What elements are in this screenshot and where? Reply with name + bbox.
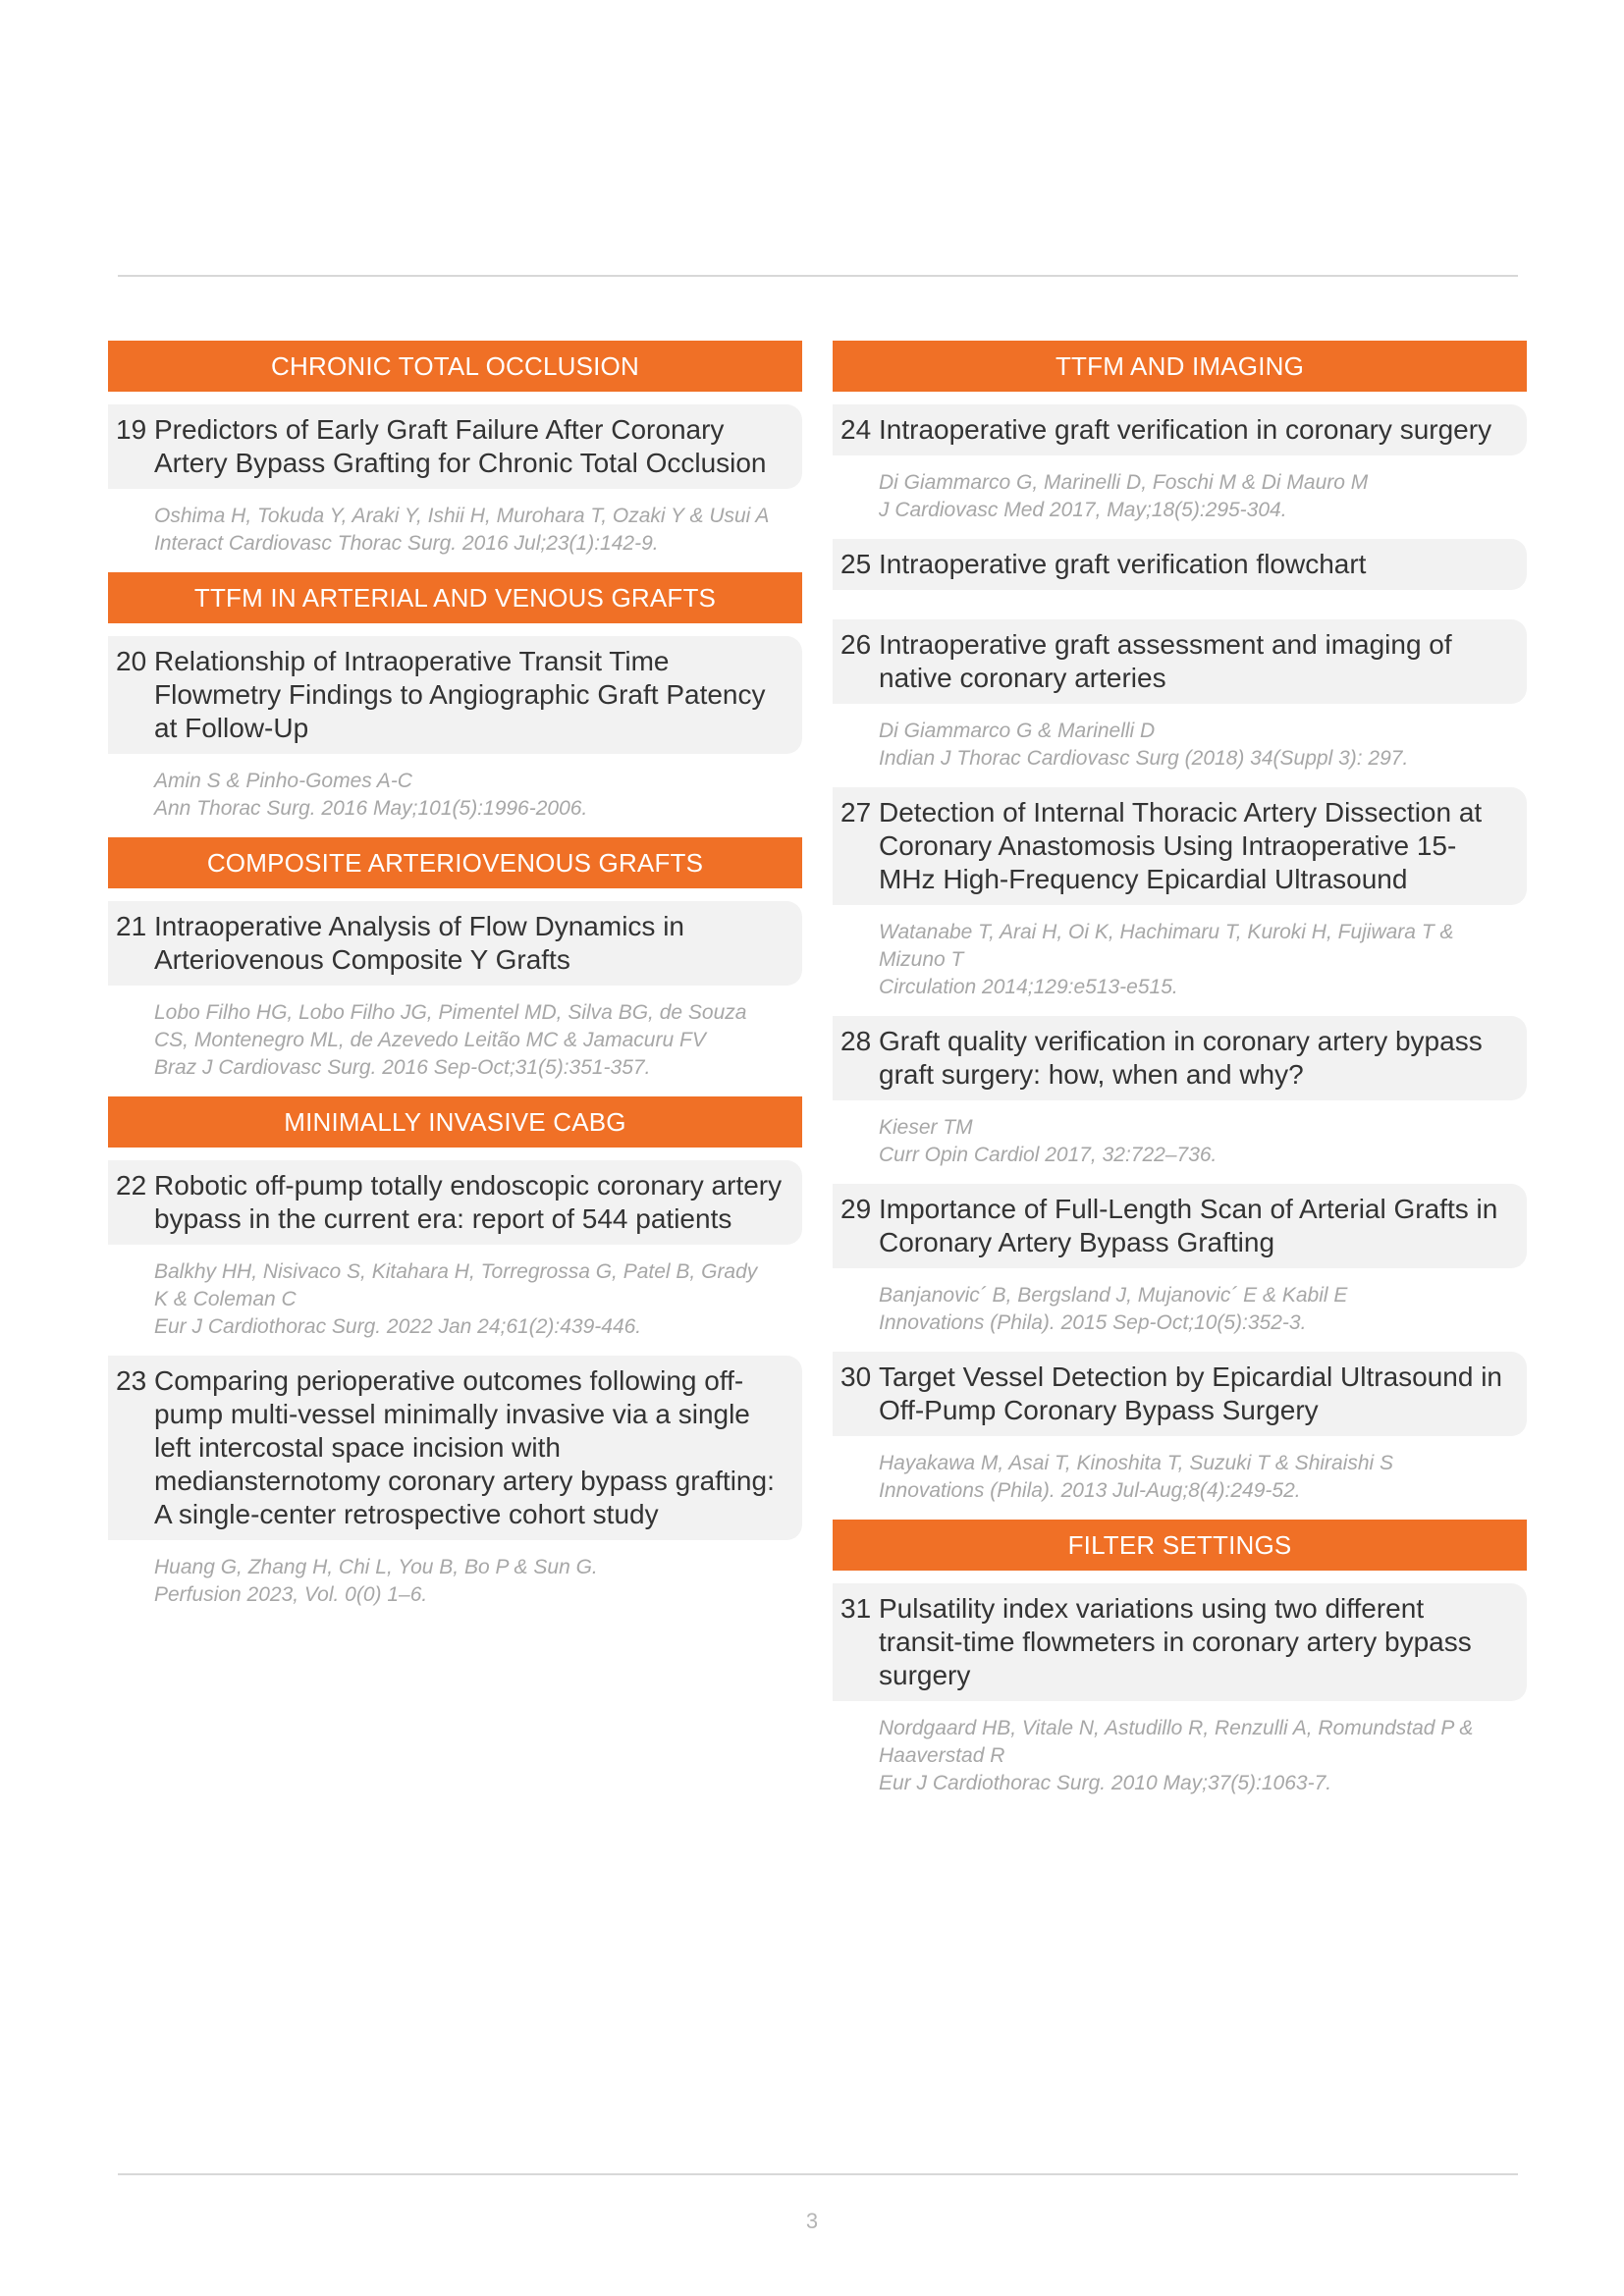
reference-number: 25 — [840, 549, 872, 579]
reference-authors: Huang G, Zhang H, Chi L, You B, Bo P & Sun G. — [154, 1556, 598, 1578]
reference-citation — [833, 704, 1527, 773]
reference-title-card — [833, 619, 1527, 704]
reference-title-card — [108, 901, 802, 986]
reference-journal: Curr Opin Cardiol 2017, 32:722–736. — [879, 1144, 1218, 1166]
reference-citation — [108, 1540, 802, 1609]
reference-item-20 — [108, 636, 802, 823]
reference-citation — [833, 1701, 1527, 1797]
reference-citation — [833, 1268, 1527, 1337]
reference-title: Predictors of Early Graft Failure After Coronary Artery Bypass Grafting for Chronic Total Occlusion — [154, 414, 767, 478]
reference-item-19 — [108, 404, 802, 558]
reference-authors: Di Giammarco G, Marinelli D, Foschi M & Di Mauro M — [879, 471, 1369, 494]
reference-title-card — [833, 1016, 1527, 1100]
reference-citation — [108, 489, 802, 558]
reference-number: 22 — [116, 1170, 147, 1201]
reference-authors: Oshima H, Tokuda Y, Araki Y, Ishii H, Murohara T, Ozaki Y & Usui A — [154, 505, 770, 527]
reference-journal: Braz J Cardiovasc Surg. 2016 Sep-Oct;31(5):351-357. — [154, 1056, 651, 1079]
reference-item-30 — [833, 1352, 1527, 1505]
reference-item-22 — [108, 1160, 802, 1341]
section-header-chronic-total-occlusion: CHRONIC TOTAL OCCLUSION — [108, 341, 802, 392]
reference-number: 26 — [840, 629, 872, 660]
reference-item-31 — [833, 1583, 1527, 1797]
reference-authors: Watanabe T, Arai H, Oi K, Hachimaru T, Kuroki H, Fujiwara T & Mizuno T — [879, 921, 1454, 971]
reference-title-card — [833, 1184, 1527, 1268]
reference-title-card — [833, 404, 1527, 455]
reference-item-29 — [833, 1184, 1527, 1337]
reference-journal: J Cardiovasc Med 2017, May;18(5):295-304. — [879, 499, 1287, 521]
reference-title-card — [108, 404, 802, 489]
reference-journal: Circulation 2014;129:e513-e515. — [879, 976, 1178, 998]
reference-title: Graft quality verification in coronary artery bypass graft surgery: how, when and why? — [879, 1026, 1483, 1090]
reference-authors: Amin S & Pinho-Gomes A-C — [154, 770, 412, 792]
reference-authors: Banjanovic´ B, Bergsland J, Mujanovic´ E & Kabil E — [879, 1284, 1348, 1307]
reference-citation — [108, 754, 802, 823]
reference-title: Target Vessel Detection by Epicardial Ultrasound in Off-Pump Coronary Bypass Surgery — [879, 1362, 1503, 1425]
reference-item-28 — [833, 1016, 1527, 1169]
reference-title: Robotic off-pump totally endoscopic coronary artery bypass in the current era: report of 544 patients — [154, 1170, 783, 1234]
reference-citation — [108, 1245, 802, 1341]
reference-item-23 — [108, 1356, 802, 1609]
reference-journal: Perfusion 2023, Vol. 0(0) 1–6. — [154, 1583, 428, 1606]
reference-title: Relationship of Intraoperative Transit Time Flowmetry Findings to Angiographic Graft Patency at Follow-Up — [154, 646, 766, 743]
reference-number: 19 — [116, 414, 147, 445]
reference-title-card — [833, 787, 1527, 905]
reference-number: 24 — [840, 414, 872, 445]
reference-citation — [833, 905, 1527, 1001]
section-header-ttfm-and-imaging: TTFM AND IMAGING — [833, 341, 1527, 392]
section-header-ttfm-arterial-venous: TTFM IN ARTERIAL AND VENOUS GRAFTS — [108, 572, 802, 623]
right-column — [833, 341, 1527, 1812]
section-header-minimally-invasive-cabg: MINIMALLY INVASIVE CABG — [108, 1096, 802, 1148]
reference-number: 31 — [840, 1593, 872, 1624]
reference-title: Comparing perioperative outcomes following off-pump multi-vessel minimally invasive via a single left intercostal space incision with mediansternotomy coronary artery bypass grafting: A single-center retrospective cohort study — [154, 1365, 775, 1529]
reference-authors: Di Giammarco G & Marinelli D — [879, 720, 1156, 742]
reference-journal: Innovations (Phila). 2013 Jul-Aug;8(4):249-52. — [879, 1479, 1301, 1502]
reference-authors: Hayakawa M, Asai T, Kinoshita T, Suzuki T & Shiraishi S — [879, 1452, 1394, 1474]
reference-journal: Innovations (Phila). 2015 Sep-Oct;10(5):352-3. — [879, 1311, 1307, 1334]
section-header-composite-arteriovenous: COMPOSITE ARTERIOVENOUS GRAFTS — [108, 837, 802, 888]
reference-title-card — [108, 636, 802, 754]
reference-title: Intraoperative graft verification flowchart — [879, 549, 1367, 579]
reference-title: Intraoperative graft verification in coronary surgery — [879, 414, 1492, 445]
reference-item-27 — [833, 787, 1527, 1001]
reference-citation — [833, 455, 1527, 524]
reference-title: Importance of Full-Length Scan of Arterial Grafts in Coronary Artery Bypass Grafting — [879, 1194, 1498, 1257]
reference-citation — [833, 1100, 1527, 1169]
reference-item-25 — [833, 539, 1527, 590]
reference-citation — [833, 1436, 1527, 1505]
reference-number: 23 — [116, 1365, 147, 1396]
reference-item-21 — [108, 901, 802, 1082]
reference-title-card — [833, 1583, 1527, 1701]
reference-number: 30 — [840, 1362, 872, 1392]
reference-item-26 — [833, 619, 1527, 773]
reference-number: 20 — [116, 646, 147, 676]
reference-journal: Ann Thorac Surg. 2016 May;101(5):1996-2006. — [154, 797, 588, 820]
page-number: 3 — [805, 2209, 819, 2233]
top-rule — [118, 275, 1518, 277]
section-header-filter-settings: FILTER SETTINGS — [833, 1520, 1527, 1571]
reference-journal: Indian J Thorac Cardiovasc Surg (2018) 34(Suppl 3): 297. — [879, 747, 1409, 770]
reference-authors: Lobo Filho HG, Lobo Filho JG, Pimentel MD, Silva BG, de Souza CS, Montenegro ML, de Azevedo Leitão MC & Jamacuru FV — [154, 1001, 747, 1051]
reference-item-24 — [833, 404, 1527, 524]
reference-title-card — [833, 1352, 1527, 1436]
reference-journal: Interact Cardiovasc Thorac Surg. 2016 Jul;23(1):142-9. — [154, 532, 659, 555]
bottom-rule — [118, 2173, 1518, 2175]
reference-authors: Nordgaard HB, Vitale N, Astudillo R, Renzulli A, Romundstad P & Haaverstad R — [879, 1717, 1474, 1767]
reference-number: 27 — [840, 797, 872, 828]
reference-title-card — [108, 1356, 802, 1540]
reference-authors: Balkhy HH, Nisivaco S, Kitahara H, Torregrossa G, Patel B, Grady K & Coleman C — [154, 1260, 758, 1310]
reference-title-card — [108, 1160, 802, 1245]
reference-journal: Eur J Cardiothorac Surg. 2022 Jan 24;61(2):439-446. — [154, 1315, 642, 1338]
reference-title-card — [833, 539, 1527, 590]
reference-citation — [108, 986, 802, 1082]
reference-number: 28 — [840, 1026, 872, 1056]
reference-title: Intraoperative Analysis of Flow Dynamics in Arteriovenous Composite Y Grafts — [154, 911, 684, 975]
reference-title: Intraoperative graft assessment and imaging of native coronary arteries — [879, 629, 1452, 693]
reference-number: 21 — [116, 911, 147, 941]
reference-journal: Eur J Cardiothorac Surg. 2010 May;37(5):1063-7. — [879, 1772, 1332, 1794]
reference-title: Detection of Internal Thoracic Artery Dissection at Coronary Anastomosis Using Intraoperative 15-MHz High-Frequency Epicardial Ultrasound — [879, 797, 1483, 894]
reference-number: 29 — [840, 1194, 872, 1224]
reference-authors: Kieser TM — [879, 1116, 973, 1139]
reference-title: Pulsatility index variations using two different transit-time flowmeters in coronary artery bypass surgery — [879, 1593, 1472, 1690]
left-column — [108, 341, 802, 1624]
